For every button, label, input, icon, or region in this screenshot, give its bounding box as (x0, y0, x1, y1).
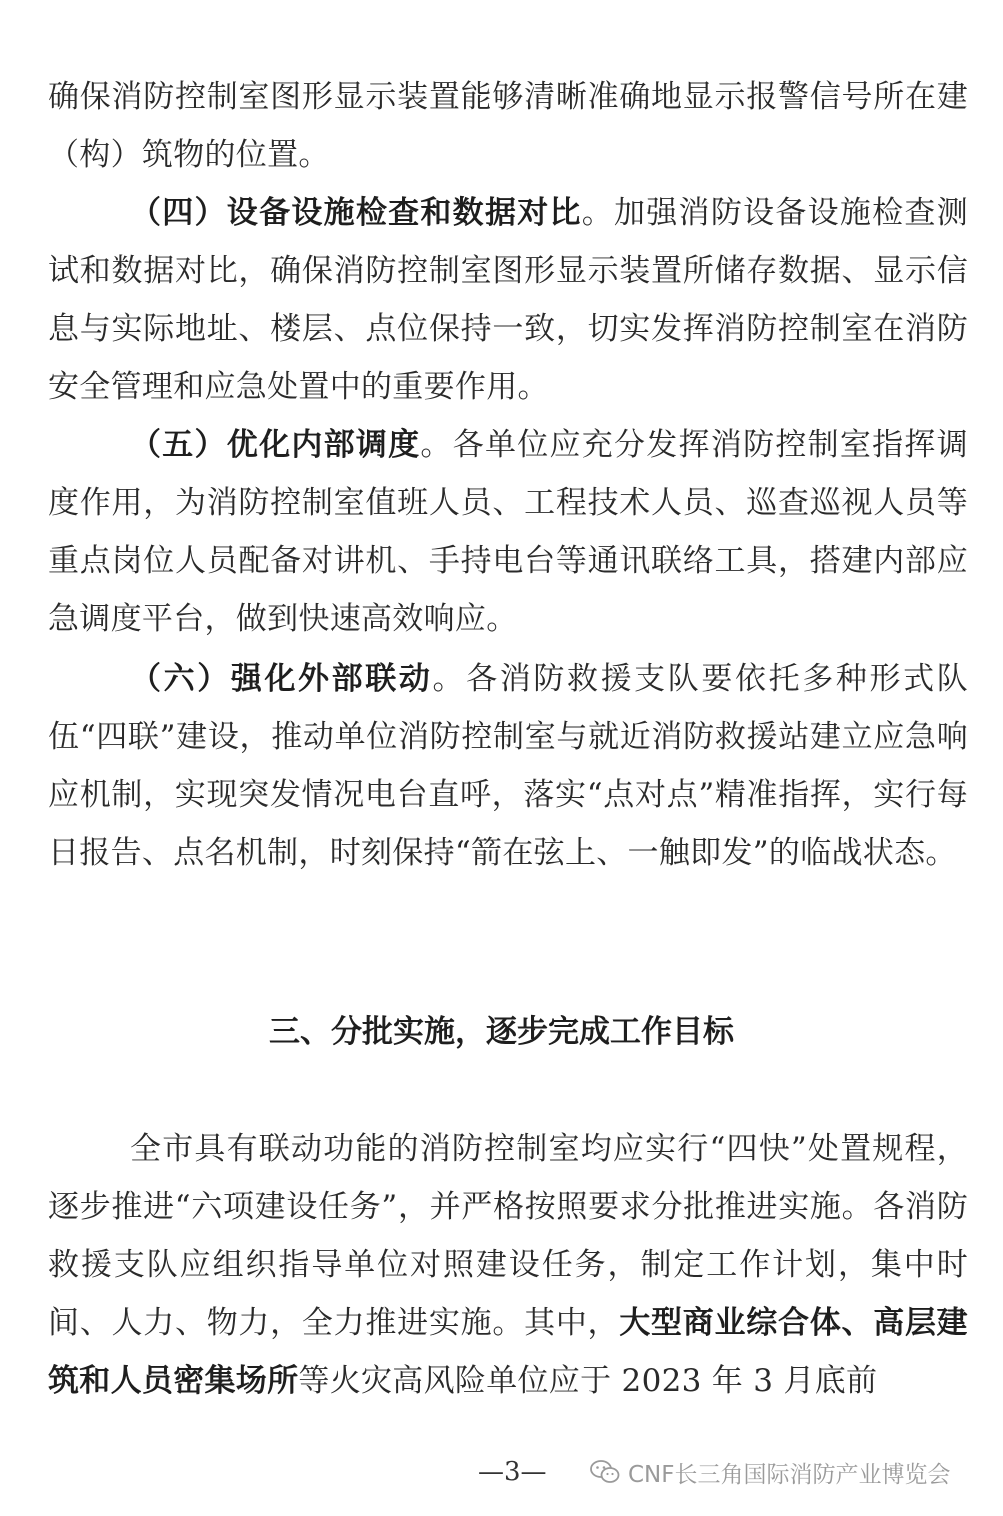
paragraph-external-linkage (48, 650, 968, 882)
watermark (590, 1452, 951, 1492)
section-lead: （五）优化内部调度 (130, 427, 421, 463)
paragraph-internal-dispatch (48, 416, 968, 648)
watermark-text: CNF长三角国际消防产业博览会 (628, 1461, 951, 1488)
paragraph-text: 。各消防救援支队要依托多种形式队伍“四联”建设，推动单位消防控制室与就近消防救援站建立应急响应机制，实现突发情况电台直呼，落实“点对点”精准指挥，实行每日报告、点名机制，时刻保持“箭在弦上、一触即发”的临战状态。 (48, 661, 968, 871)
section-lead: （六）强化外部联动 (130, 661, 433, 697)
paragraph-text: 全市具有联动功能的消防控制室均应实行“四快”处置规程，逐步推进“六项建设任务”，并严格按照要求分批推进实施。各消防救援支队应组织指导单位对照建设任务，制定工作计划，集中时间、人力、物力，全力推进实施。其中， (48, 1131, 968, 1341)
paragraph-text: 。各单位应充分发挥消防控制室指挥调度作用，为消防控制室值班人员、工程技术人员、巡查巡视人员等重点岗位人员配备对讲机、手持电台等通讯联络工具，搭建内部应急调度平台，做到快速高效响应。 (48, 427, 968, 637)
paragraph-text: 。加强消防设备设施检查测试和数据对比，确保消防控制室图形显示装置所储存数据、显示信息与实际地址、楼层、点位保持一致，切实发挥消防控制室在消防安全管理和应急处置中的重要作用。 (48, 195, 968, 405)
paragraph-text: 确保消防控制室图形显示装置能够清晰准确地显示报警信号所在建（构）筑物的位置。 (48, 79, 968, 173)
page-number: —3— (478, 1457, 547, 1487)
highlighted-units: 大型商业综合体、高层建筑和人员密集场所 (48, 1305, 968, 1399)
paragraph-location (48, 68, 968, 184)
paragraph-implementation (48, 1120, 968, 1410)
paragraph-equipment-check (48, 184, 968, 416)
section-heading: 三、分批实施，逐步完成工作目标 (269, 1014, 734, 1050)
section-lead: （四）设备设施检查和数据对比 (130, 195, 582, 231)
paragraph-text: 等火灾高风险单位应于 2023 年 3 月底前 (298, 1363, 878, 1399)
wechat-icon (590, 1459, 620, 1485)
